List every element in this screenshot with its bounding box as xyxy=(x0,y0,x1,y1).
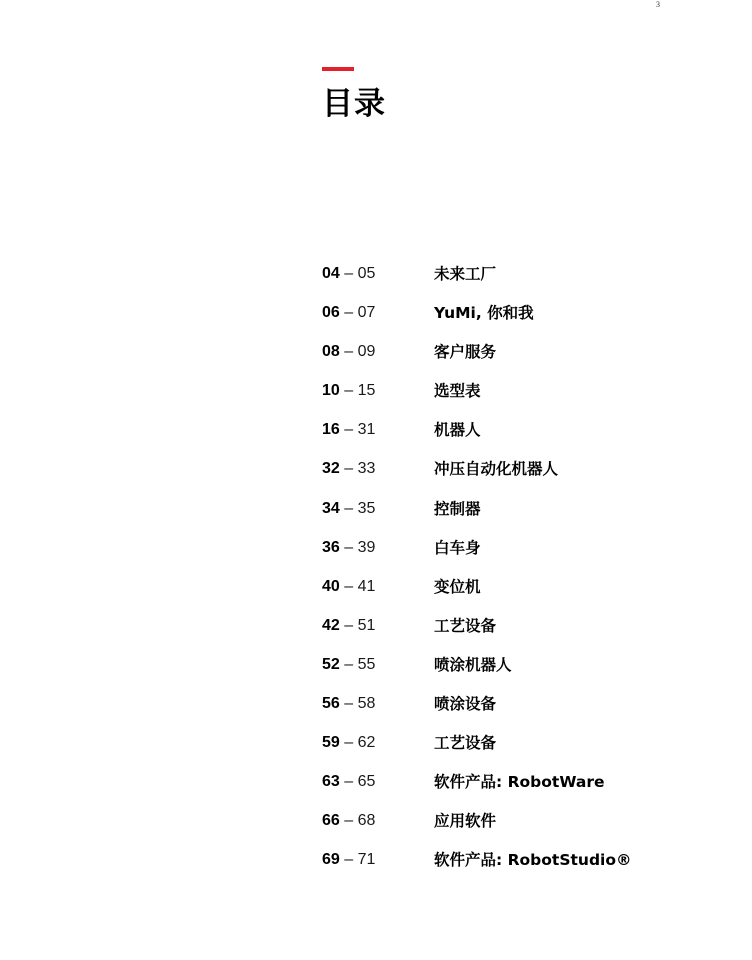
page-start: 36 xyxy=(322,538,340,556)
page-start: 16 xyxy=(322,421,340,439)
toc-entry-title: 工艺设备 xyxy=(434,734,497,753)
page-end: 68 xyxy=(357,812,376,830)
page-start: 06 xyxy=(322,304,340,322)
page-end: 33 xyxy=(357,460,376,478)
page-end: 65 xyxy=(357,773,376,791)
toc-entry[interactable] xyxy=(322,770,702,809)
toc-entry[interactable] xyxy=(322,809,702,848)
toc-entry[interactable] xyxy=(322,731,702,770)
page-range xyxy=(322,340,434,364)
toc-entry-title: 工艺设备 xyxy=(434,616,497,635)
toc-entry[interactable] xyxy=(322,614,702,653)
page-end: 35 xyxy=(357,499,376,517)
toc-entry-title: 应用软件 xyxy=(434,812,497,831)
page-end: 09 xyxy=(357,343,376,361)
page-title: 目录 xyxy=(322,86,386,122)
range-dash: – xyxy=(344,695,354,713)
page-start: 10 xyxy=(322,382,340,400)
range-dash: – xyxy=(344,538,354,556)
toc-entry[interactable] xyxy=(322,536,702,575)
toc-entry-title: 控制器 xyxy=(434,499,481,518)
toc-entry-title: 变位机 xyxy=(434,577,481,596)
page-range xyxy=(322,731,434,755)
accent-bar xyxy=(322,67,354,71)
page-range xyxy=(322,418,434,442)
toc-entry-title: 喷涂机器人 xyxy=(434,655,512,674)
table-of-contents xyxy=(322,262,702,888)
toc-entry[interactable] xyxy=(322,301,702,340)
range-dash: – xyxy=(344,265,354,282)
page-start: 66 xyxy=(322,812,340,830)
page-range xyxy=(322,809,434,833)
page-range xyxy=(322,575,434,599)
range-dash: – xyxy=(344,343,354,361)
toc-entry[interactable] xyxy=(322,497,702,536)
page-start: 04 xyxy=(322,265,340,282)
range-dash: – xyxy=(344,734,354,752)
toc-entry[interactable] xyxy=(322,379,702,418)
range-dash: – xyxy=(344,655,354,673)
page-start: 08 xyxy=(322,343,340,361)
page-range xyxy=(322,536,434,560)
page-end: 39 xyxy=(357,538,376,556)
page-end: 31 xyxy=(357,421,376,439)
toc-entry-title: 软件产品: RobotWare xyxy=(434,773,605,792)
range-dash: – xyxy=(344,616,354,634)
toc-entry-title: 冲压自动化机器人 xyxy=(434,460,559,479)
page-range xyxy=(322,653,434,677)
toc-entry[interactable] xyxy=(322,418,702,457)
range-dash: – xyxy=(344,421,354,439)
toc-entry-title: 软件产品: RobotStudio® xyxy=(434,851,632,870)
page-range xyxy=(322,301,434,325)
page-range xyxy=(322,770,434,794)
range-dash: – xyxy=(344,304,354,322)
page-end: 62 xyxy=(357,734,376,752)
toc-entry[interactable] xyxy=(322,653,702,692)
toc-entry-title: 喷涂设备 xyxy=(434,695,497,714)
page-end: 71 xyxy=(357,851,376,869)
page-range xyxy=(322,692,434,716)
page-range xyxy=(322,848,434,872)
toc-entry-title: 客户服务 xyxy=(434,343,497,362)
range-dash: – xyxy=(344,851,354,869)
toc-entry-title: 未来工厂 xyxy=(434,265,497,283)
page-end: 51 xyxy=(357,616,376,634)
page-start: 56 xyxy=(322,695,340,713)
page-end: 15 xyxy=(357,382,376,400)
range-dash: – xyxy=(344,460,354,478)
toc-entry[interactable] xyxy=(322,575,702,614)
range-dash: – xyxy=(344,382,354,400)
page-range xyxy=(322,457,434,481)
toc-entry[interactable] xyxy=(322,848,702,887)
toc-entry[interactable] xyxy=(322,692,702,731)
page-start: 42 xyxy=(322,616,340,634)
page-start: 63 xyxy=(322,773,340,791)
page-range xyxy=(322,614,434,638)
page-range xyxy=(322,379,434,403)
page-end: 58 xyxy=(357,695,376,713)
page-range xyxy=(322,262,434,286)
toc-entry-title: 机器人 xyxy=(434,421,481,440)
toc-entry-title: 白车身 xyxy=(434,538,481,557)
page-end: 07 xyxy=(357,304,376,322)
toc-entry-title: YuMi, 你和我 xyxy=(434,304,534,323)
page-start: 59 xyxy=(322,734,340,752)
page-range xyxy=(322,497,434,521)
page-end: 55 xyxy=(357,655,376,673)
range-dash: – xyxy=(344,577,354,595)
page-start: 69 xyxy=(322,851,340,869)
page-end: 05 xyxy=(357,265,376,282)
page-start: 52 xyxy=(322,655,340,673)
page-end: 41 xyxy=(357,577,376,595)
toc-entry-title: 选型表 xyxy=(434,382,481,401)
toc-entry[interactable] xyxy=(322,340,702,379)
page-start: 32 xyxy=(322,460,340,478)
page-start: 34 xyxy=(322,499,340,517)
range-dash: – xyxy=(344,773,354,791)
range-dash: – xyxy=(344,499,354,517)
toc-entry[interactable] xyxy=(322,262,702,301)
page-number: 3 xyxy=(656,0,660,9)
toc-entry[interactable] xyxy=(322,457,702,496)
page-start: 40 xyxy=(322,577,340,595)
range-dash: – xyxy=(344,812,354,830)
